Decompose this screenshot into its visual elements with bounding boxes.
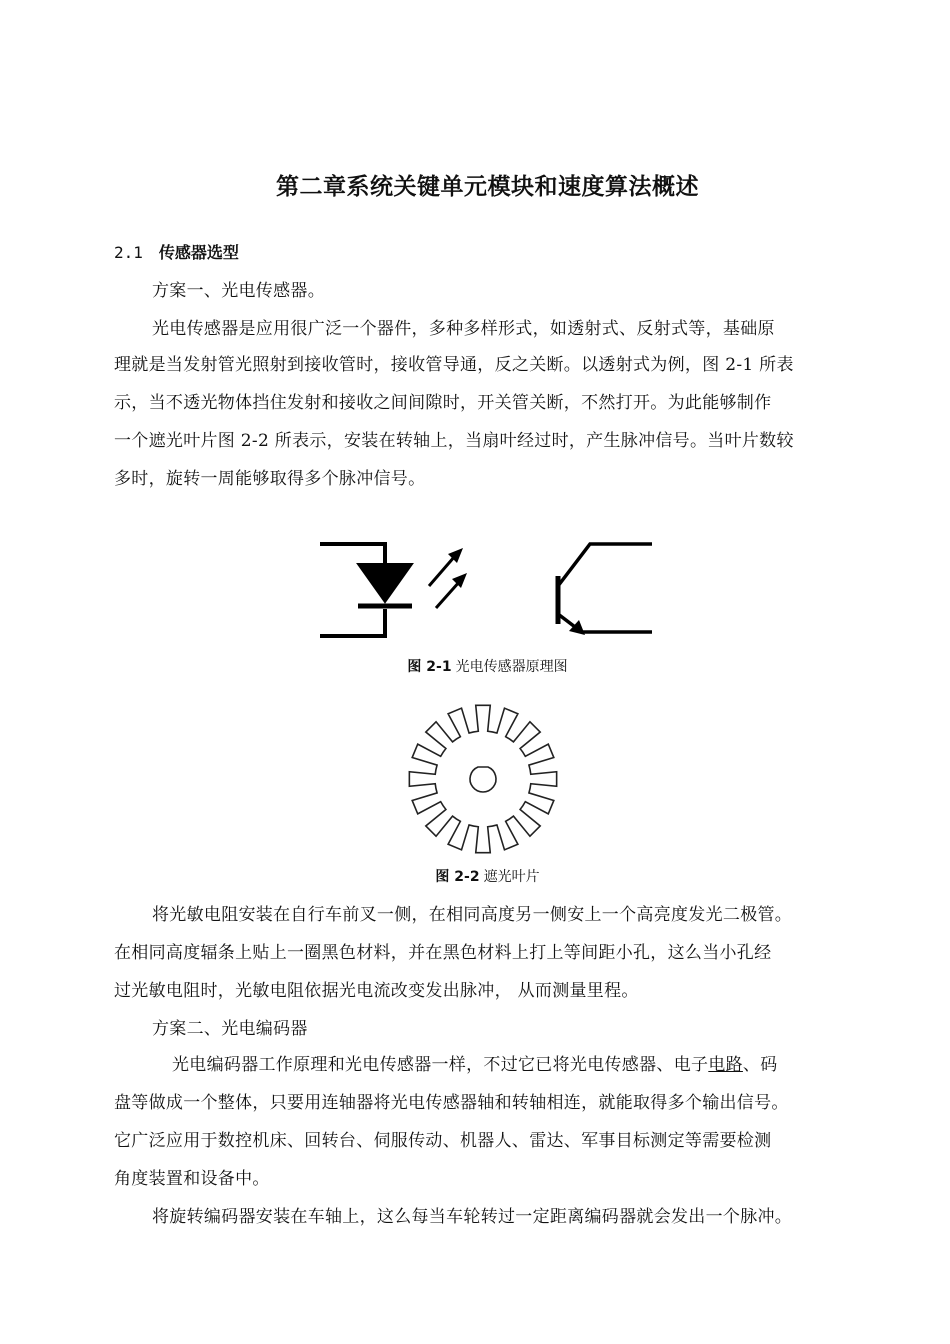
section-heading bbox=[114, 240, 239, 263]
para1-line-2: 理就是当发射管光照射到接收管时，接收管导通，反之关断。以透射式为例，图 2-1 所表 bbox=[114, 355, 794, 375]
para3-line-1-text: 光电编码器工作原理和光电传感器一样，不过它已将光电传感器、电子 bbox=[172, 1055, 709, 1075]
para1-line-4: 一个遮光叶片图 2-2 所表示，安装在转轴上，当扇叶经过时，产生脉冲信号。当叶片数较 bbox=[114, 431, 794, 451]
scheme2-heading: 方案二、光电编码器 bbox=[152, 1019, 308, 1039]
para1-line-5: 多时，旋转一周能够取得多个脉冲信号。 bbox=[114, 469, 426, 489]
figure-2-2-caption bbox=[0, 866, 950, 886]
para3-line-4: 角度装置和设备中。 bbox=[114, 1169, 270, 1189]
figure-2-1-caption bbox=[0, 656, 950, 676]
section-number: 2.1 bbox=[114, 243, 143, 262]
para3-line-2: 盘等做成一个整体，只要用连轴器将光电传感器轴和转轴相连，就能取得多个输出信号。 bbox=[114, 1093, 789, 1113]
para3-line-1 bbox=[172, 1050, 778, 1075]
para4-line: 将旋转编码器安装在车轴上，这么每当车轮转过一定距离编码器就会发出一个脉冲。 bbox=[152, 1207, 793, 1227]
para2-line-3: 过光敏电阻时，光敏电阻依据光电流改变发出脉冲， 从而测量里程。 bbox=[114, 981, 639, 1001]
para2-line-2: 在相同高度辐条上贴上一圈黑色材料，并在黑色材料上打上等间距小孔，这么当小孔经 bbox=[114, 943, 772, 963]
photoelectric-sensor-diagram bbox=[315, 536, 660, 642]
figure-2-2-number: 图 2-2 bbox=[435, 869, 480, 885]
figure-2-1-label: 光电传感器原理图 bbox=[455, 659, 568, 675]
circuit-link[interactable]: 电路 bbox=[708, 1055, 743, 1075]
scheme1-heading: 方案一、光电传感器。 bbox=[152, 281, 325, 301]
chapter-title: 第二章系统关键单元模块和速度算法概述 bbox=[276, 174, 699, 200]
para1-line-1: 光电传感器是应用很广泛一个器件，多种多样形式，如透射式、反射式等，基础原 bbox=[152, 319, 775, 339]
figure-2-1-number: 图 2-1 bbox=[407, 659, 452, 675]
section-label: 传感器选型 bbox=[158, 243, 239, 262]
figure-2-2-label: 遮光叶片 bbox=[483, 869, 540, 885]
para2-line-1: 将光敏电阻安装在自行车前叉一侧，在相同高度另一侧安上一个高亮度发光二极管。 bbox=[152, 905, 793, 925]
para3-line-3: 它广泛应用于数控机床、回转台、伺服传动、机器人、雷达、军事目标测定等需要检测 bbox=[114, 1131, 772, 1151]
shutter-disc-diagram bbox=[408, 700, 558, 858]
para1-line-3: 示，当不透光物体挡住发射和接收之间间隙时，开关管关断，不然打开。为此能够制作 bbox=[114, 393, 772, 413]
para3-line-1-tail: 、码 bbox=[742, 1055, 778, 1075]
